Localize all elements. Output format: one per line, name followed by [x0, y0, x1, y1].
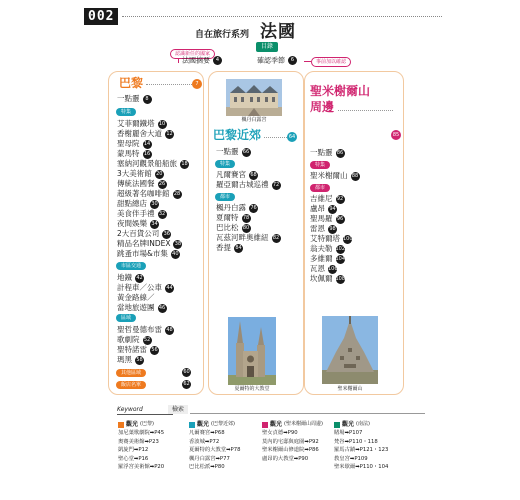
paris-area-item[interactable]	[117, 325, 174, 335]
paris-special-label: 夜間娛樂	[117, 219, 147, 228]
mont-photo	[322, 316, 378, 384]
fontainebleau-caption: 楓丹白露宮	[241, 117, 267, 123]
color-square-icon	[262, 422, 268, 428]
suburbs-special-label: 凡爾賽宮	[216, 170, 246, 179]
mont-city-label: 盧昂	[310, 204, 325, 213]
paris-special-page-badge: 38	[174, 240, 182, 247]
paris-special-page-badge: 32	[158, 210, 166, 217]
paris-special-page-badge: 20	[156, 170, 163, 177]
mont-special-label: 聖米榭爾山	[310, 171, 348, 180]
index-entry[interactable]: 巴比松派➡P80	[189, 464, 225, 471]
mont-city-item[interactable]	[310, 244, 345, 254]
paris-special-item[interactable]	[117, 129, 174, 139]
index-column-head	[262, 420, 338, 429]
index-head-label: 觀光	[197, 421, 210, 428]
suburbs-city-item[interactable]	[216, 203, 258, 213]
mont-city-label: 雷恩	[310, 224, 325, 233]
paris-area-item[interactable]	[117, 355, 144, 365]
mont-city-page-badge: 104	[335, 255, 346, 262]
suburbs-title: 巴黎近郊	[213, 128, 262, 142]
paris-special-page-badge: 34	[151, 220, 158, 227]
paris-special-label: 2大百貨公司	[117, 229, 160, 238]
chartres-caption: 夏爾特的大教堂	[234, 386, 270, 392]
suburbs-city-page-badge: 78	[242, 214, 250, 221]
page-number: 002	[84, 8, 118, 25]
index-entry[interactable]: 聖女貞德➡P90	[262, 430, 298, 436]
index-head-label: 觀光	[270, 421, 283, 428]
mont-city-item[interactable]	[310, 234, 352, 244]
paris-special-page-badge: 14	[143, 140, 151, 147]
color-square-icon	[334, 422, 340, 428]
suburbs-city-page-badge: 84	[235, 244, 242, 251]
index-entry[interactable]: 凡爾賽宮➡P68	[189, 430, 225, 436]
paris-overview-link[interactable]: 一點靈 8	[117, 94, 152, 104]
mont-city-item[interactable]	[310, 254, 345, 264]
paris-special-item[interactable]	[117, 249, 180, 259]
index-entry[interactable]: 莫內的宅邸與庭園➡P92	[262, 438, 319, 445]
paris-area-item[interactable]	[117, 345, 159, 355]
paris-other-link[interactable]: 其他區域 60	[116, 367, 191, 377]
suburbs-overview-link[interactable]: 一點靈 66	[216, 147, 250, 156]
paris-area-page-badge: 56	[151, 346, 158, 353]
mont-city-item[interactable]	[310, 224, 337, 234]
paris-transport-label: 地鐵	[117, 273, 132, 282]
mont-city-label: 聖馬羅	[310, 214, 333, 223]
suburbs-city-item[interactable]	[216, 233, 281, 243]
paris-hotel-link[interactable]: 飯店名單 62	[116, 379, 191, 389]
paris-area-label: 瑪黑	[117, 355, 132, 364]
index-head-label: 觀光	[126, 421, 139, 428]
paris-area-page-badge: 58	[136, 356, 143, 363]
mont-city-page-badge: 106	[328, 265, 338, 272]
index-entry[interactable]: 聖米歇爾➡P110・104	[334, 464, 389, 471]
index-entry[interactable]: 加尼葉歌劇院➡P45	[118, 430, 165, 436]
paris-transport-item[interactable]	[117, 273, 144, 283]
index-entry[interactable]: 奧賽美術館➡P23	[118, 438, 159, 445]
paris-special-page-badge: 18	[181, 160, 188, 167]
index-entry[interactable]: 夏爾特的大教堂➡P78	[189, 447, 241, 454]
callout-overview: 認識新任的國家	[170, 49, 215, 59]
paris-special-label: 塞納河觀景船船旅	[117, 159, 177, 168]
paris-special-label: 蒙馬特	[117, 149, 140, 158]
paris-transport-label: 計程車／公車	[117, 283, 162, 292]
paris-transport-page-badge: 46	[158, 304, 166, 311]
mont-overview-link[interactable]: 一點靈 86	[310, 148, 344, 157]
paris-special-page-badge: 36	[163, 230, 170, 237]
paris-transport-page-badge: 42	[136, 274, 143, 281]
paris-special-item[interactable]	[117, 209, 167, 219]
paris-special-item[interactable]	[117, 149, 152, 159]
suburbs-special-label: 羅亞爾古城巡禮	[216, 180, 269, 189]
season-label: 確認季節	[257, 56, 285, 65]
mont-special-page-badge: 88	[351, 172, 359, 179]
paris-special-label: 香榭麗舍大道	[117, 129, 162, 138]
mont-city-page-badge: 100	[343, 235, 353, 242]
suburbs-city-page-badge: 82	[272, 234, 280, 241]
paris-special-label: 3大美術館	[117, 169, 152, 178]
paris-area-label: 聖哲曼德布雷	[117, 325, 162, 334]
paris-special-label: 精品名牌INDEX	[117, 239, 171, 248]
suburbs-city-label: 夏爾特	[216, 213, 239, 222]
index-head-sub: (南法)	[356, 421, 370, 427]
index-column-head	[189, 420, 265, 429]
paris-special-item[interactable]	[117, 119, 167, 129]
index-column	[118, 420, 194, 472]
season-page-badge: 6	[288, 56, 297, 65]
suburbs-city-item[interactable]	[216, 213, 251, 223]
paris-tag-transport: 市區交通	[116, 262, 146, 270]
suburbs-tag-special: 特集	[215, 160, 235, 168]
paris-special-label: 艾菲爾鐵塔	[117, 119, 155, 128]
suburbs-special-item[interactable]	[216, 170, 258, 180]
paris-transport-label: 當地旅遊團	[117, 303, 155, 312]
mont-caption: 聖米榭爾山	[337, 386, 363, 392]
mont-city-page-badge: 108	[335, 275, 346, 282]
index-entry[interactable]: 凱旋門➡P12	[118, 447, 149, 454]
paris-title: 巴黎	[119, 76, 144, 90]
paris-area-item[interactable]	[117, 335, 152, 345]
paris-title-page: 7	[192, 79, 202, 89]
paris-tag-area: 區域	[116, 314, 136, 322]
paris-transport-item[interactable]	[117, 303, 167, 313]
paris-special-item[interactable]	[117, 229, 171, 239]
suburbs-city-label: 香提	[216, 243, 231, 252]
mont-city-item[interactable]	[310, 194, 345, 204]
color-square-icon	[118, 422, 124, 428]
suburbs-special-page-badge: 68	[250, 171, 257, 178]
color-square-icon	[189, 422, 195, 428]
index-entry[interactable]: 教皇宮➡P109	[334, 455, 368, 462]
paris-special-label: 美食伴手禮	[117, 209, 155, 218]
keyword-label: Keyword	[117, 405, 173, 415]
paris-special-label: 傳統法國餐	[117, 179, 155, 188]
suburbs-city-label: 巴比松	[216, 223, 239, 232]
paris-special-item[interactable]	[117, 189, 182, 199]
mont-title-line2: 周邊	[310, 100, 335, 114]
mont-city-item[interactable]	[310, 214, 345, 224]
page-title: 法國	[260, 22, 296, 42]
index-head-sub: (巴黎)	[140, 421, 154, 427]
mont-city-page-badge: 92	[336, 195, 344, 202]
paris-special-label: 超級著名咖啡館	[117, 189, 170, 198]
mont-city-item[interactable]	[310, 264, 337, 274]
mont-city-page-badge: 94	[329, 205, 336, 212]
suburbs-city-item[interactable]	[216, 243, 243, 253]
paris-transport-label: 黃金路線／	[117, 293, 155, 302]
index-head-sub: (巴黎近郊)	[211, 421, 235, 427]
mont-special-item[interactable]	[310, 171, 360, 181]
suburbs-city-page-badge: 76	[250, 204, 257, 211]
suburbs-city-item[interactable]	[216, 223, 251, 233]
mont-city-item[interactable]	[310, 274, 345, 284]
fontainebleau-photo	[226, 79, 282, 116]
index-column	[334, 420, 410, 472]
index-column	[189, 420, 265, 472]
mont-city-page-badge: 96	[336, 215, 344, 222]
index-entry[interactable]: 香波城➡P72	[189, 438, 220, 445]
paris-special-page-badge: 16	[143, 150, 151, 157]
mont-city-label: 艾特爾塔	[310, 234, 340, 243]
paris-special-label: 跳蚤市場&市集	[117, 249, 168, 258]
paris-area-page-badge: 48	[166, 326, 173, 333]
mont-city-page-badge: 98	[329, 225, 336, 232]
mont-city-item[interactable]	[310, 204, 337, 214]
suburbs-city-label: 瓦茲河畔奧維紐	[216, 233, 269, 242]
paris-special-item[interactable]	[117, 179, 167, 189]
mont-tag-special: 特集	[310, 161, 330, 169]
paris-special-item[interactable]	[117, 159, 189, 169]
index-column-head	[118, 420, 194, 429]
mont-city-label: 坎佩爾	[310, 274, 333, 283]
keyword-rule	[190, 413, 425, 414]
paris-tag-special: 特集	[116, 108, 136, 116]
mont-title-line1: 聖米榭爾山	[310, 84, 371, 98]
chartres-photo	[228, 317, 276, 385]
paris-special-label: 聖母院	[117, 139, 140, 148]
paris-special-page-badge: 30	[151, 200, 158, 207]
index-entry[interactable]: 聖米榭爾山修道院➡P86	[262, 447, 319, 454]
paris-special-item[interactable]	[117, 169, 164, 179]
keyword-search-label: 檢索	[168, 405, 188, 414]
paris-special-page-badge: 28	[173, 190, 181, 197]
suburbs-special-item[interactable]	[216, 180, 281, 190]
index-entry[interactable]: 楓丹白露宮➡P77	[189, 455, 230, 462]
callout-season: 事前加以確認	[311, 57, 351, 67]
index-head-label: 觀光	[342, 421, 355, 428]
paris-transport-item[interactable]	[117, 283, 174, 293]
paris-area-page-badge: 52	[143, 336, 151, 343]
paris-special-item[interactable]	[117, 239, 182, 249]
suburbs-city-page-badge: 80	[242, 224, 250, 231]
mont-title-page: 85	[392, 132, 400, 138]
season-link[interactable]	[257, 56, 297, 66]
index-entry[interactable]: 賭場➡P107	[334, 430, 363, 436]
overview-page-badge: 4	[213, 56, 222, 65]
index-entry[interactable]: 梵谷➡P110・118	[334, 438, 378, 445]
suburbs-city-label: 楓丹白露	[216, 203, 246, 212]
overview-link[interactable]	[182, 56, 222, 66]
paris-area-label: 歌劇院	[117, 335, 140, 344]
contents-tag: 目錄	[256, 42, 278, 52]
mont-city-label: 吉維尼	[310, 194, 333, 203]
paris-special-item[interactable]	[117, 139, 152, 149]
paris-special-page-badge: 40	[172, 250, 179, 257]
mont-city-page-badge: 102	[335, 245, 346, 252]
mont-tag-city: 都市	[310, 184, 330, 192]
paris-area-label: 聖特諾雷	[117, 345, 147, 354]
index-entry[interactable]: 盧昂的大教堂➡P90	[262, 455, 309, 462]
suburbs-tag-city: 都市	[215, 193, 235, 201]
paris-special-page-badge: 10	[158, 120, 166, 127]
paris-special-label: 甜點總店	[117, 199, 147, 208]
paris-transport-page-badge: 44	[166, 284, 173, 291]
suburbs-special-page-badge: 72	[272, 181, 280, 188]
index-entry[interactable]: 聖心堂➡P16	[118, 455, 149, 462]
mont-city-label: 多維爾	[310, 254, 333, 263]
paris-special-page-badge: 26	[158, 180, 166, 187]
paris-special-item[interactable]	[117, 219, 159, 229]
index-entry[interactable]: 羅馬古蹟➡P121・123	[334, 447, 389, 454]
index-column-head	[334, 420, 410, 429]
overview-label: 法國摘要	[182, 56, 210, 65]
suburbs-title-page: 64	[288, 134, 296, 140]
paris-transport-item[interactable]	[117, 293, 155, 303]
index-entry[interactable]: 羅浮宮美術館➡P20	[118, 464, 165, 471]
paris-special-page-badge: 12	[166, 130, 173, 137]
series-name: 自在旅行系列	[195, 30, 250, 40]
mont-city-label: 瓦恩	[310, 264, 325, 273]
mont-city-label: 翁夫勒	[310, 244, 333, 253]
index-head-sub: (聖米榭爾山周邊)	[284, 421, 323, 427]
index-column	[262, 420, 338, 463]
paris-special-item[interactable]	[117, 199, 159, 209]
